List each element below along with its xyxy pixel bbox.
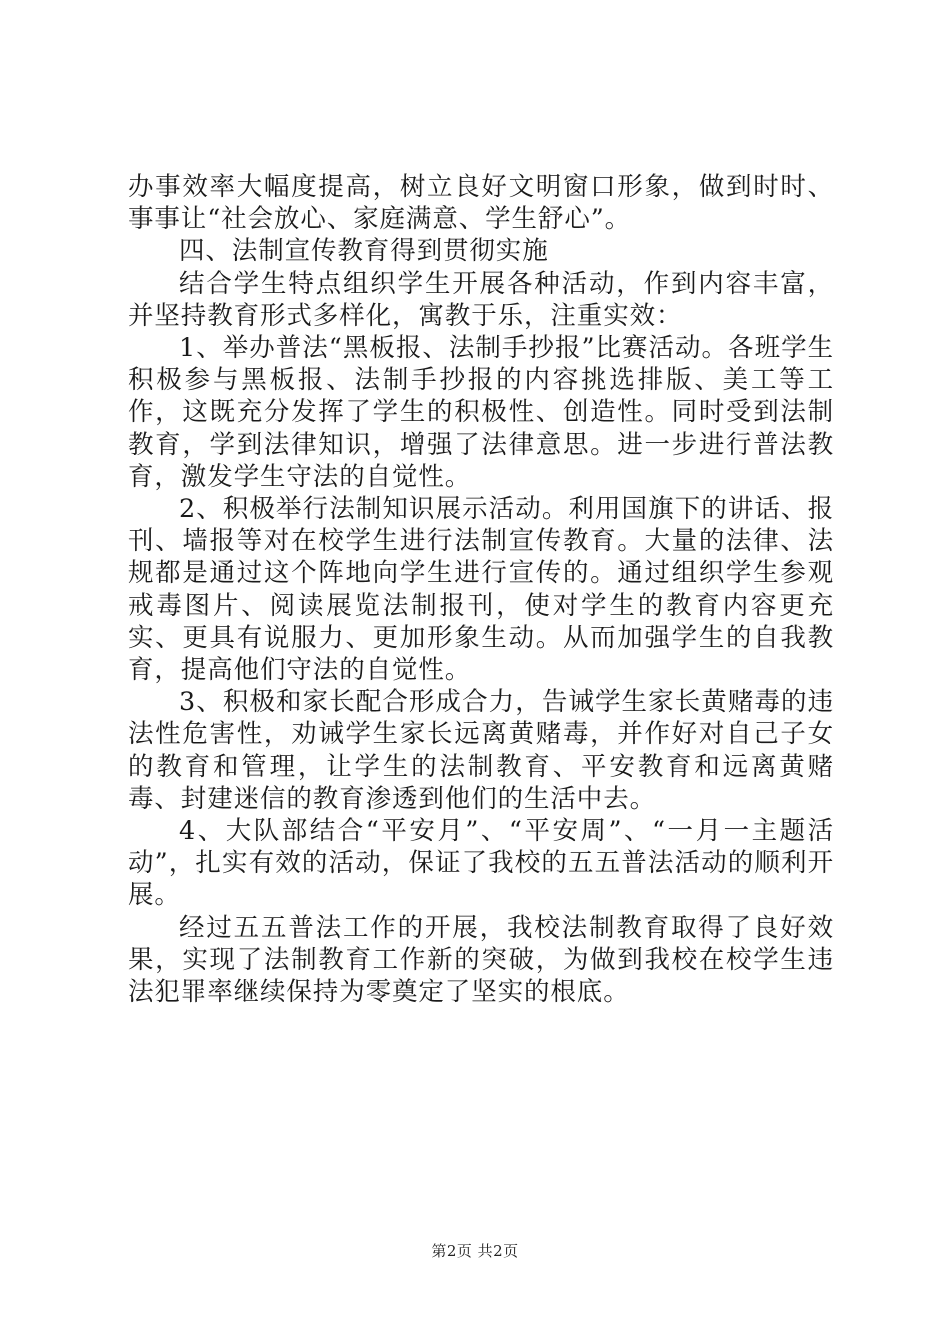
paragraph-intro: 结合学生特点组织学生开展各种活动，作到内容丰富，并坚持教育形式多样化，寓教于乐，注重实效： bbox=[128, 268, 834, 331]
list-item-4: 4、大队部结合“平安月”、“平安周”、“一月一主题活动”，扎实有效的活动，保证了我校的五五普法活动的顺利开展。 bbox=[128, 816, 834, 911]
section-heading: 四、法制宣传教育得到贯彻实施 bbox=[179, 236, 549, 267]
list-item-2: 2、积极举行法制知识展示活动。利用国旗下的讲话、报刊、墙报等对在校学生进行法制宣传教育。大量的法律、法规都是通过这个阵地向学生进行宣传的。通过组织学生参观戒毒图片、阅读展览法制报刊，使对学生的教育内容更充实、更具有说服力、更加形象生动。从而加强学生的自我教育，提高他们守法的自觉性。 bbox=[128, 494, 834, 686]
page-footer bbox=[0, 1241, 950, 1261]
page-number-label: 第2页 共2页 bbox=[431, 1242, 519, 1260]
list-item-3: 3、积极和家长配合形成合力，告诫学生家长黄赌毒的违法性危害性，劝诫学生家长远离黄赌毒，并作好对自己子女的教育和管理，让学生的法制教育、平安教育和远离黄赌毒、封建迷信的教育渗透到他们的生活中去。 bbox=[128, 687, 834, 814]
document-body bbox=[128, 171, 834, 1008]
paragraph-conclusion: 经过五五普法工作的开展，我校法制教育取得了良好效果，实现了法制教育工作新的突破，为做到我校在校学生违法犯罪率继续保持为零奠定了坚实的根底。 bbox=[128, 912, 834, 1008]
list-item-1: 1、举办普法“黑板报、法制手抄报”比赛活动。各班学生积极参与黑板报、法制手抄报的内容挑选排版、美工等工作，这既充分发挥了学生的积极性、创造性。同时受到法制教育，学到法律知识，增强了法律意思。进一步进行普法教育，激发学生守法的自觉性。 bbox=[128, 333, 834, 492]
paragraph-continuation: 办事效率大幅度提高，树立良好文明窗口形象，做到时时、事事让“社会放心、家庭满意、学生舒心”。 bbox=[128, 172, 834, 235]
